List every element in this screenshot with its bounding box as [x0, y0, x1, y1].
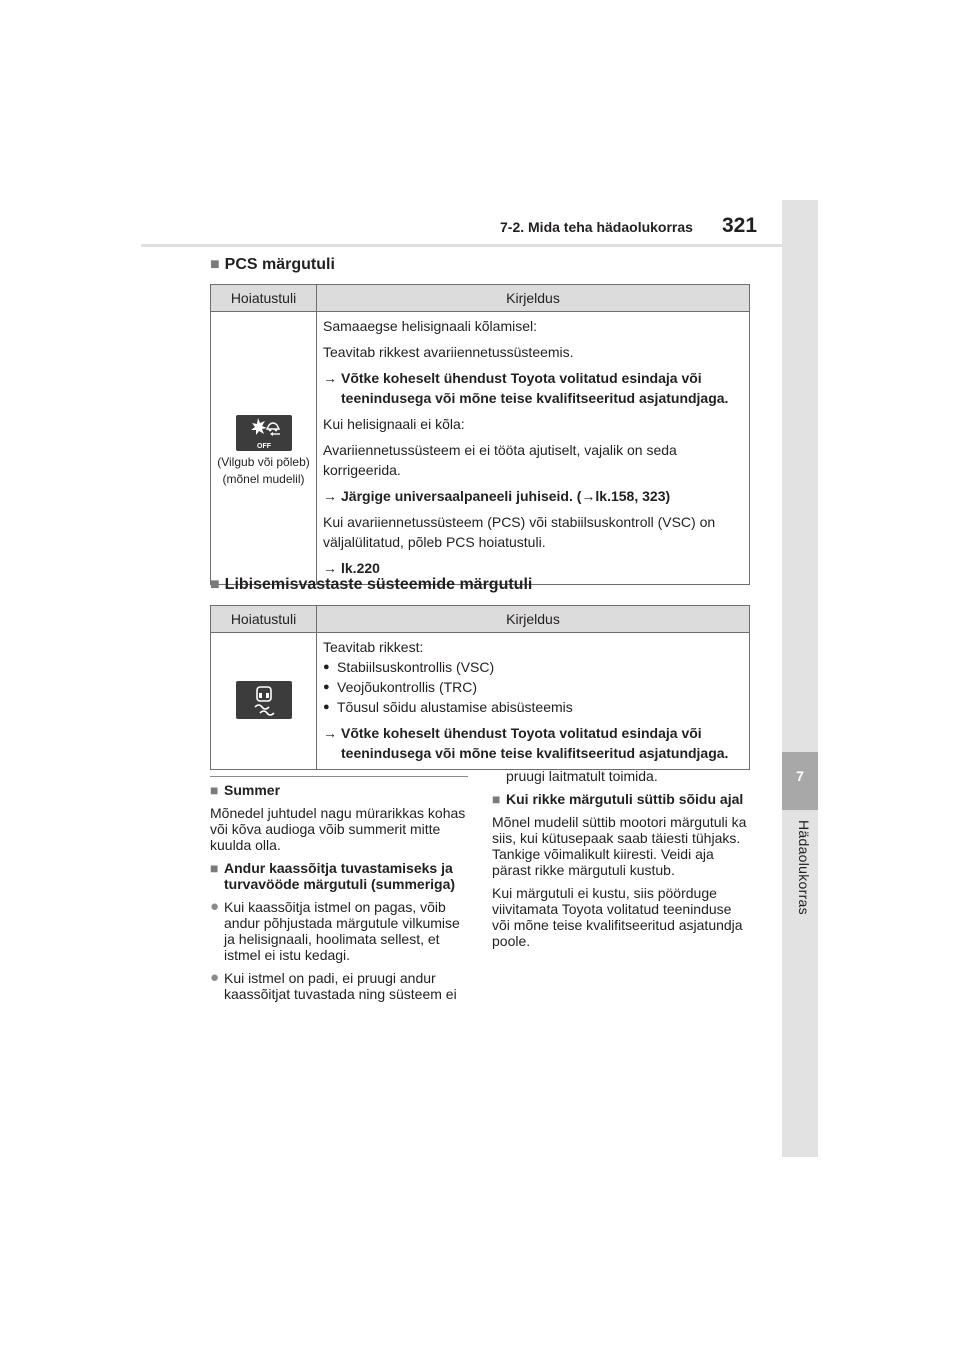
- summer-text: Mõnedel juhtudel nagu mürarikkas kohas või kõva audioga võib summerit mitte kuulda olla.: [210, 805, 466, 853]
- slip-section-title: [210, 576, 532, 594]
- circle-bullet-icon: ●: [210, 969, 220, 986]
- summer-heading: ■ Summer: [210, 782, 281, 798]
- pcs-icon-cell: [211, 312, 317, 585]
- pcs-line-6a: Järgige universaalpaneeli juhiseid. (: [341, 488, 582, 504]
- pcs-section-title: [210, 256, 335, 274]
- pcs-action-3: [323, 558, 743, 578]
- pcs-line-2: Teavitab rikkest avariiennetussüsteemis.: [323, 344, 574, 360]
- mil-heading: ■ Kui rikke märgutuli süttib sõidu ajal: [492, 791, 744, 807]
- list-item: [323, 677, 743, 697]
- mil-paragraph-2: Kui märgutuli ei kustu, siis pöörduge viivitamata Toyota volitatud teeninduse või mõne teise kvalifitseeritud asjatundja poole.: [492, 885, 743, 949]
- list-item: [323, 697, 743, 717]
- arrow-icon: →: [323, 370, 337, 386]
- pcs-action-1: [323, 368, 743, 408]
- pcs-title-text: PCS märgutuli: [224, 256, 335, 273]
- pcs-description-cell: [317, 312, 750, 585]
- bullet-icon: ●: [323, 681, 330, 693]
- table-header-row: [211, 285, 750, 312]
- pcs-line-3: Võtke koheselt ühendust Toyota volitatud esindaja või teenindusega või mõne teise kvalifitseeritud asjatundjaga.: [341, 370, 729, 406]
- slip-intro: Teavitab rikkest:: [323, 639, 424, 655]
- sensor-bullet-2-continued: pruugi laitmatult toimida.: [506, 768, 658, 784]
- square-bullet-icon: ■: [492, 791, 501, 807]
- sensor-bullet-1: ● Kui kaassõitja istmel on pagas, võib andur põhjustada märgutule vilkumise ja helisignaali, hoolimata sellest, et istmel ei istu kedagi.: [210, 898, 460, 963]
- header-divider: [141, 244, 782, 247]
- circle-bullet-icon: ●: [210, 898, 220, 915]
- table-header-row: [211, 606, 750, 633]
- pcs-table: [210, 284, 750, 585]
- slip-title-text: Libisemisvastaste süsteemide märgutuli: [224, 576, 533, 593]
- chapter-number: 7: [796, 768, 804, 784]
- slip-description-cell: [317, 633, 750, 770]
- col-header-description: Kirjeldus: [317, 285, 750, 312]
- slip-table: [210, 605, 750, 770]
- slip-indicator-icon: [236, 681, 292, 719]
- bullet-icon: ●: [323, 701, 330, 713]
- arrow-icon: →: [323, 560, 337, 576]
- square-bullet-icon: ■: [210, 576, 220, 593]
- sensor-heading: ■ Andur kaassõitja tuvastamiseks ja turvavööde märgutuli (summeriga): [210, 860, 456, 892]
- pcs-line-5: Avariiennetussüsteem ei ei tööta ajutiselt, vajalik on seda korrigeerida.: [323, 442, 677, 478]
- pcs-line-4: Kui helisignaali ei kõla:: [323, 416, 465, 432]
- slip-bullet-1: Stabiilsuskontrollis (VSC): [337, 659, 495, 675]
- notes-right-column: [492, 768, 752, 956]
- pcs-page-ref-link[interactable]: lk.158, 323): [595, 488, 671, 504]
- arrow-icon: →: [323, 725, 337, 741]
- pcs-action-2: [323, 486, 743, 506]
- square-bullet-icon: ■: [210, 256, 220, 273]
- pcs-icon-caption-2: (mõnel mudelil): [222, 471, 305, 486]
- chapter-side-strip: [782, 200, 818, 1157]
- pcs-icon-off-label: OFF: [256, 442, 271, 450]
- square-bullet-icon: ■: [210, 860, 219, 876]
- col-header-description: Kirjeldus: [317, 606, 750, 633]
- bullet-icon: ●: [323, 661, 330, 673]
- pcs-page-ref-220[interactable]: lk.220: [341, 560, 380, 576]
- slip-action: [323, 723, 743, 763]
- pcs-icon-caption-1: (Vilgub või põleb): [217, 454, 310, 469]
- square-bullet-icon: ■: [210, 782, 219, 798]
- col-header-warning-light: Hoiatustuli: [211, 606, 317, 633]
- sensor-bullet-2: ● Kui istmel on padi, ei pruugi andur kaassõitjat tuvastada ning süsteem ei: [210, 969, 457, 1002]
- mil-paragraph-1: Mõnel mudelil süttib mootori märgutuli ka siis, kui kütusepaak saab täiesti tühjaks. Tankige võimalikult kiiresti. Veidi aja pärast rikke märgutuli kustub.: [492, 814, 747, 878]
- notes-left-column: [210, 782, 468, 1009]
- chapter-label: Hädaolukorras: [796, 820, 812, 915]
- section-heading: 7-2. Mida teha hädaolukorras: [500, 219, 693, 235]
- arrow-icon: →: [323, 488, 337, 504]
- list-item: [323, 657, 743, 677]
- table-row: [211, 633, 750, 770]
- table-row: [211, 312, 750, 585]
- slip-action-text: Võtke koheselt ühendust Toyota volitatud esindaja või teenindusega või mõne teise kvalifitseeritud asjatundjaga.: [341, 725, 729, 761]
- slip-bullet-3: Tõusul sõidu alustamise abisüsteemis: [337, 699, 573, 715]
- col-header-warning-light: Hoiatustuli: [211, 285, 317, 312]
- arrow-icon: →: [581, 488, 596, 504]
- page-number: 321: [722, 214, 758, 237]
- notes-divider: [210, 776, 468, 777]
- slip-bullet-2: Veojõukontrollis (TRC): [337, 679, 478, 695]
- pcs-off-warning-icon: [236, 415, 292, 451]
- pcs-line-7: Kui avariiennetussüsteem (PCS) või stabiilsuskontroll (VSC) on väljalülitatud, põleb PCS hoiatustuli.: [323, 514, 716, 550]
- pcs-line-1: Samaaegse helisignaali kõlamisel:: [323, 318, 538, 334]
- slip-icon-cell: [211, 633, 317, 770]
